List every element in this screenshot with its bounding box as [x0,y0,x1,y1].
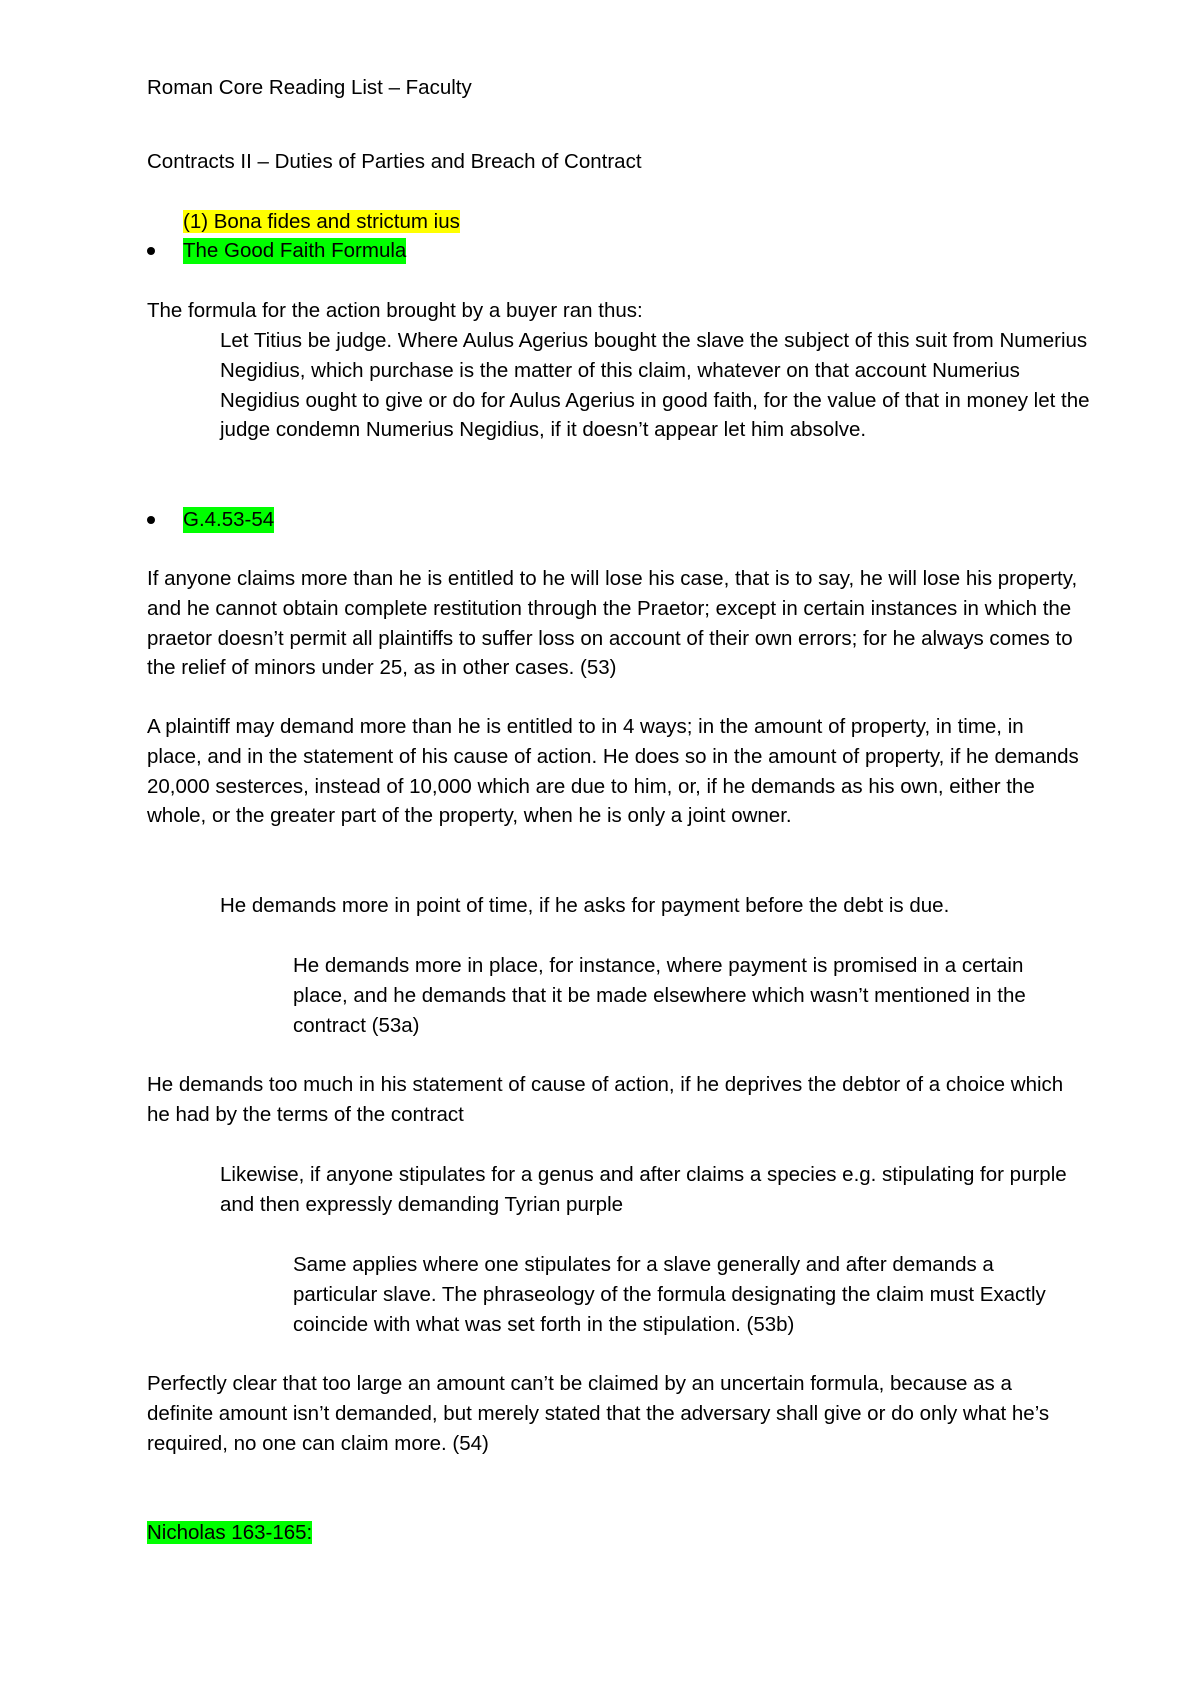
nicholas-heading-text: Nicholas 163-165: [147,1521,313,1544]
paragraph-genus-species: Likewise, if anyone stipulates for a genus and after claims a species e.g. stipulating for purple and then expressly demanding Tyrian purple [220,1163,1067,1216]
bullet-text: G.4.53-54 [183,508,275,531]
course-title-text: Roman Core Reading List – Faculty [147,76,472,99]
paragraph-time-text: He demands more in point of time, if he asks for payment before the debt is due. [220,894,950,917]
paragraph-53: If anyone claims more than he is entitled to he will lose his case, that is to say, he will lose his property, and he cannot obtain complete restitution through the Praetor; except in certain instances in which the praetor doesn’t permit all plaintiffs to suffer loss on account of their own errors; for he always comes to the relief of minors under 25, as in other cases. (53) [147,567,1078,680]
section-heading-bona-fides [183,207,460,237]
topic-title [147,147,642,177]
paragraph-slave-generally: Same applies where one stipulates for a slave generally and after demands a particular slave. The phraseology of the formula designating the claim must Exactly coincide with what was set forth in the stipulation. (53b) [293,1253,1046,1336]
formula-intro [147,296,643,326]
paragraph-place: He demands more in place, for instance, where payment is promised in a certain place, and he demands that it be made elsewhere which wasn’t mentioned in the contract (53a) [293,954,1026,1037]
bullet-icon [147,516,155,524]
topic-title-text: Contracts II – Duties of Parties and Breach of Contract [147,150,642,173]
formula-intro-text: The formula for the action brought by a buyer ran thus: [147,299,643,322]
section-heading-nicholas [147,1518,312,1548]
section-heading-text: (1) Bona fides and strictum ius [183,210,460,233]
paragraph-cause-of-action: He demands too much in his statement of cause of action, if he deprives the debtor of a choice which he had by the terms of the contract [147,1073,1064,1126]
course-title [147,73,472,103]
paragraph-four-ways: A plaintiff may demand more than he is entitled to in 4 ways; in the amount of property, in time, in place, and in the statement of his cause of action. He does so in the amount of property, if he demands 20,000 sesterces, instead of 10,000 which are due to him, or, if he demands as his own, either the whole, or the greater part of the property, when he is only a joint owner. [147,715,1079,828]
bullet-icon [147,247,155,255]
bullet-text: The Good Faith Formula [183,239,407,262]
paragraph-uncertain-formula: Perfectly clear that too large an amount can’t be claimed by an uncertain formula, because as a definite amount isn’t demanded, but merely stated that the adversary shall give or do only what he’s required, no one can claim more. (54) [147,1372,1050,1455]
paragraph-time [220,891,949,921]
formula-quote: Let Titius be judge. Where Aulus Agerius bought the slave the subject of this suit from Numerius Negidius, which purchase is the matter of this claim, whatever on that account Numerius Negidius ought to give or do for Aulus Agerius in good faith, for the value of that in money let the judge condemn Numerius Negidius, if it doesn’t appear let him absolve. [220,329,1090,442]
